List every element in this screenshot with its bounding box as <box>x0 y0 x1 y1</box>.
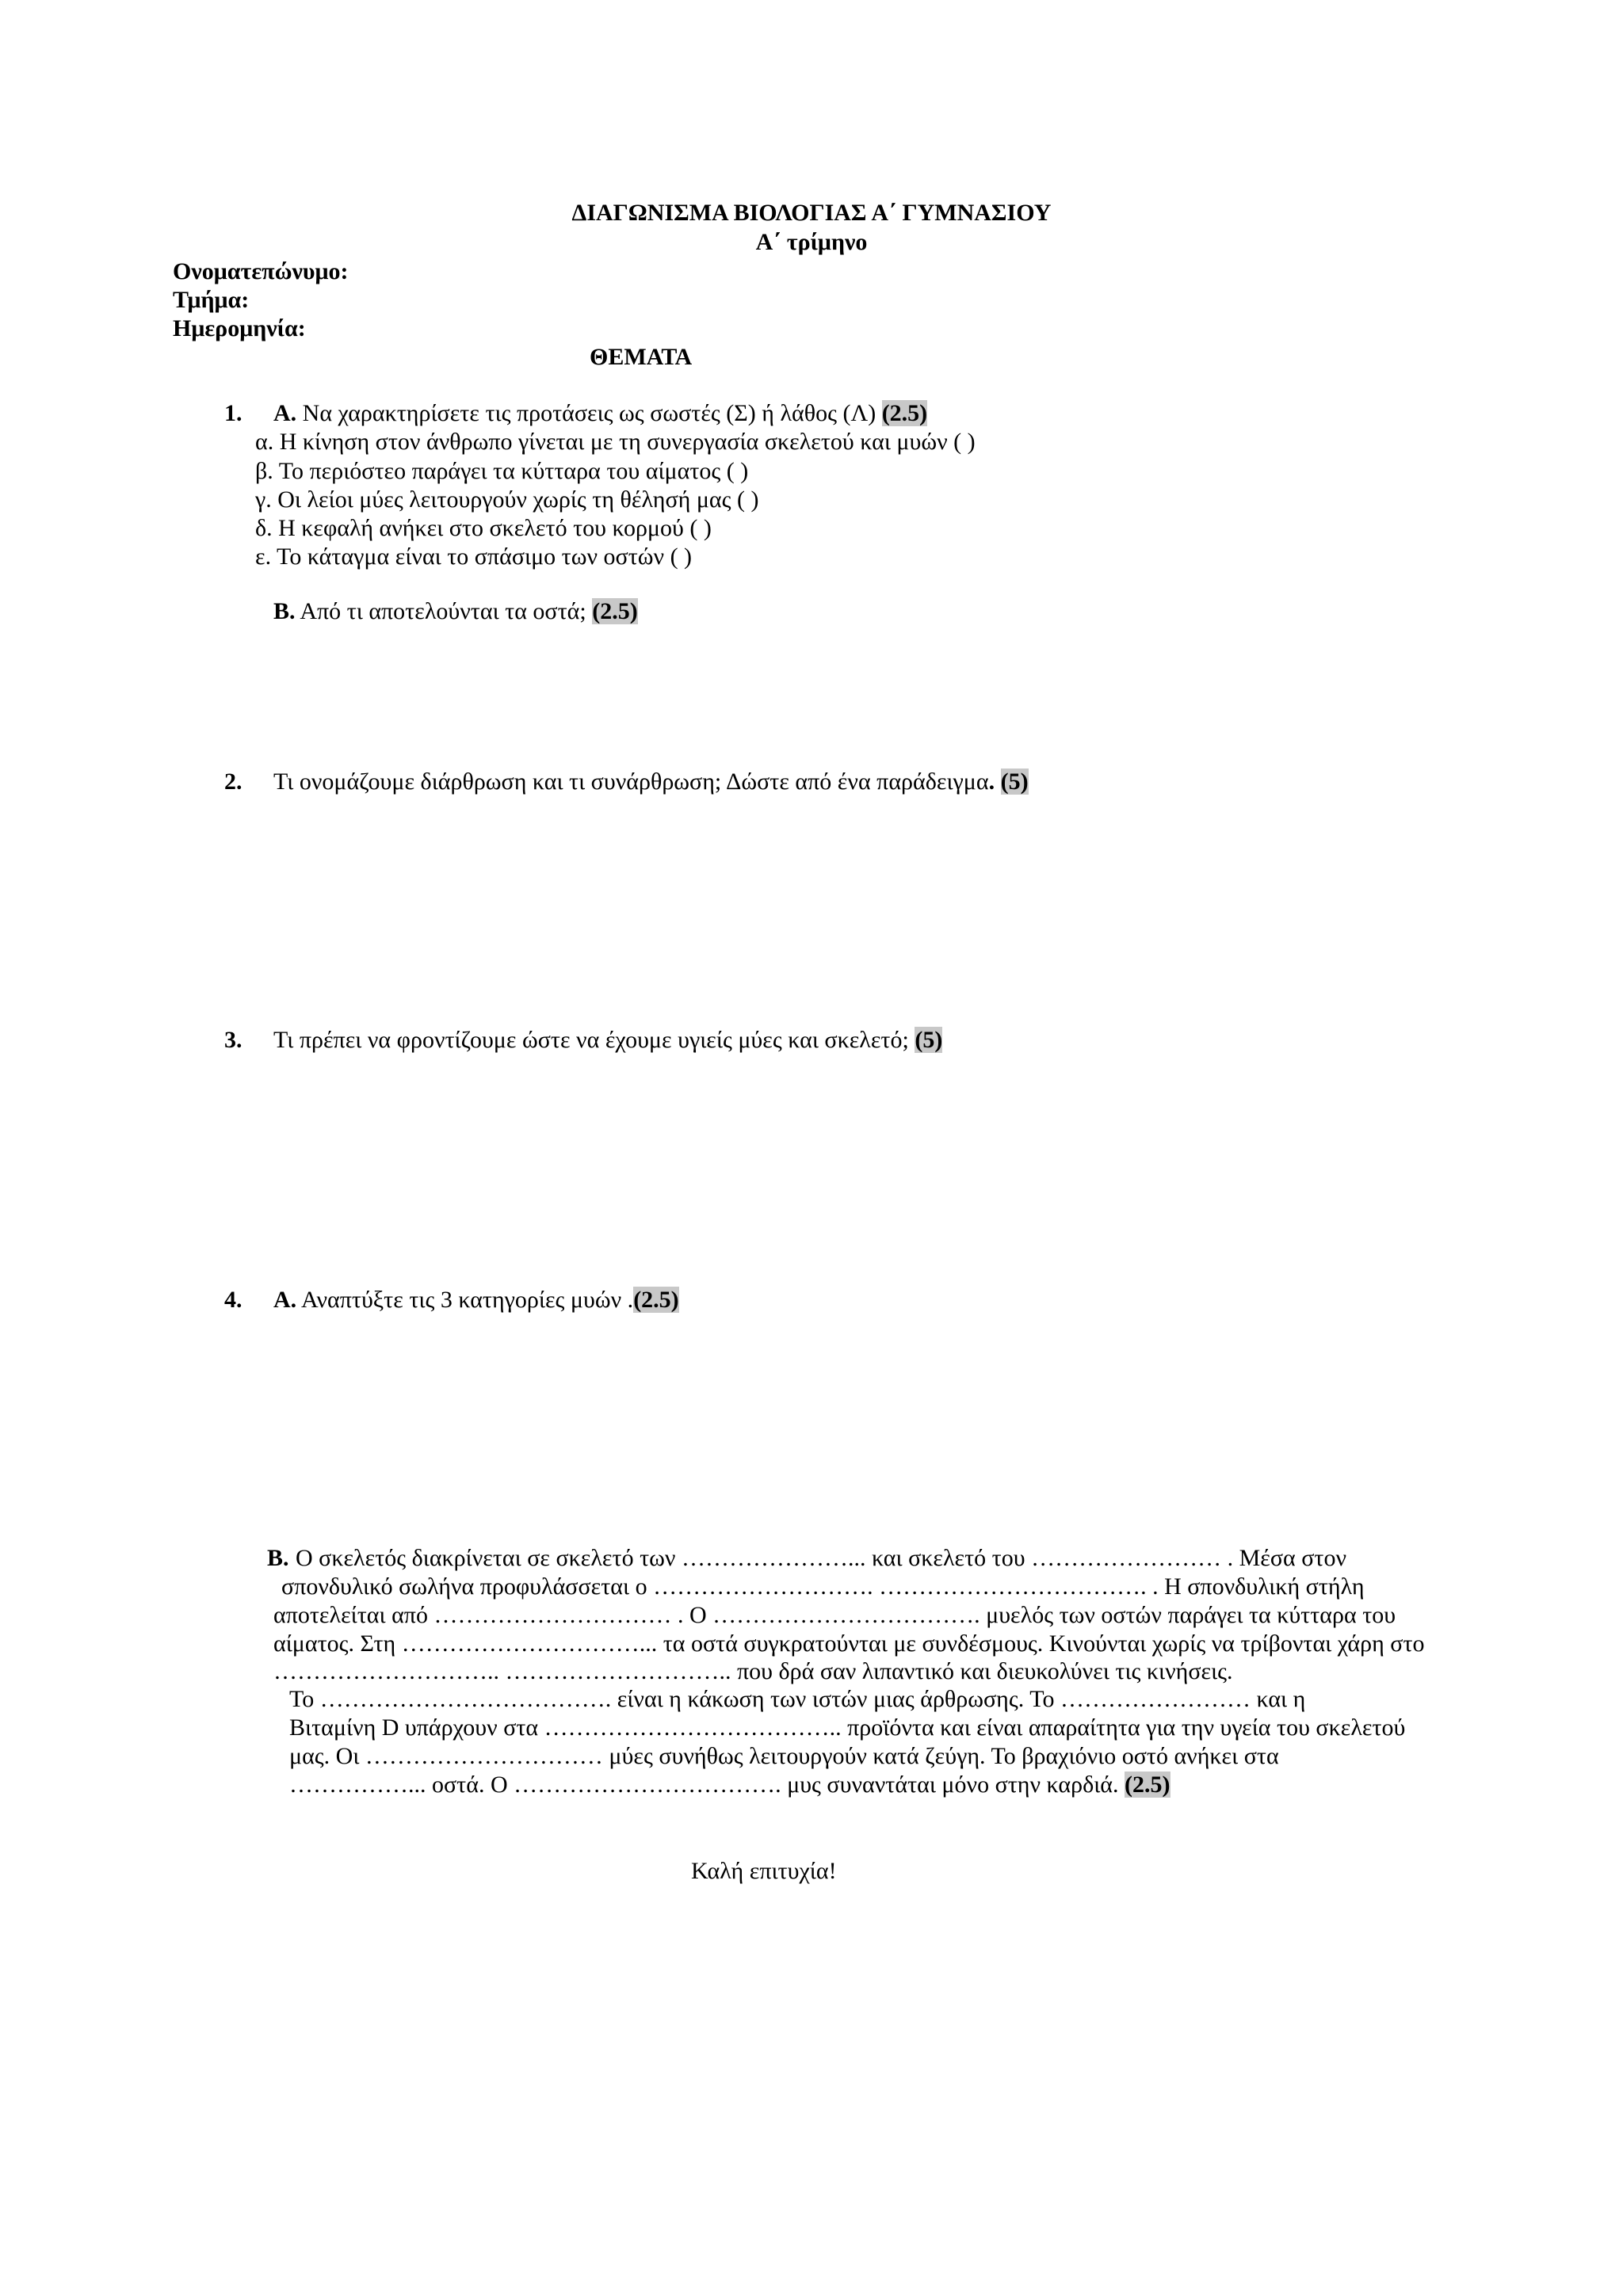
q3-question <box>273 1025 942 1055</box>
q1-statement: δ. Η κεφαλή ανήκει στο σκελετό του κορμού ( ) <box>255 515 712 541</box>
q4-b-points: (2.5) <box>1125 1772 1170 1798</box>
closing-wish: Καλή επιτυχία! <box>691 1858 837 1884</box>
class-label: Τμήμα: <box>173 287 250 313</box>
q4-part-b-cont <box>273 1600 1494 1685</box>
q1-b-label: Β. <box>273 598 296 624</box>
q1-part-b <box>273 597 638 626</box>
q2-question <box>273 767 1029 796</box>
date-label: Ημερομηνία: <box>173 315 306 341</box>
q4-a-points: (2.5) <box>633 1287 679 1313</box>
exam-subtitle: Α΄ τρίμηνο <box>755 229 868 255</box>
q4-b-line: Το ………………………………. είναι η κάκωση των ιστών μιας άρθρωσης. Το …………………… και η <box>289 1686 1306 1712</box>
q4-b-line: ……………………….. ……………………….. που δρά σαν λιπαντικό και διευκολύνει τις κινήσεις. <box>273 1658 1233 1684</box>
q4-b-line: αίματος. Στη …………………………... τα οστά συγκρατούνται με συνδέσμους. Κινούνται χωρίς να τρίβονται χάρη στο <box>273 1630 1425 1657</box>
q1-a-points: (2.5) <box>881 400 928 426</box>
q4-a-label: Α. <box>273 1287 297 1313</box>
q1-a-label: Α. <box>273 400 297 426</box>
q4-b-line: ……………... οστά. Ο ……………………………. μυς συναντάται μόνο στην καρδιά. <box>289 1772 1125 1798</box>
q1-part-a <box>273 399 927 428</box>
q3-points: (5) <box>915 1027 943 1053</box>
q2-text: Τι ονομάζουμε διάρθρωση και τι συνάρθρωση; Δώστε από ένα παράδειγμα <box>273 769 989 795</box>
q2-number: 2. <box>224 769 242 795</box>
q4-part-b-cont <box>281 1572 1502 1600</box>
q2-points: (5) <box>1000 769 1029 795</box>
q1-b-text: Από τι αποτελούνται τα οστά; <box>300 598 586 624</box>
q1-number: 1. <box>224 400 242 426</box>
q1-statement: γ. Οι λείοι μύες λειτουργούν χωρίς τη θέλησή μας ( ) <box>255 486 759 513</box>
q4-number: 4. <box>224 1287 242 1313</box>
q1-statement: α. Η κίνηση στον άνθρωπο γίνεται με τη συνεργασία σκελετού και μυών ( ) <box>255 429 976 455</box>
q4-part-b-last <box>289 1770 1510 1799</box>
q3-text: Τι πρέπει να φροντίζουμε ώστε να έχουμε υγιείς μύες και σκελετό; <box>273 1027 909 1053</box>
q1-b-points: (2.5) <box>592 598 638 624</box>
q4-part-b-cont <box>289 1684 1510 1713</box>
q1-statement: β. Το περιόστεο παράγει τα κύτταρα του αίματος ( ) <box>255 458 749 484</box>
q4-b-label: Β. <box>267 1545 289 1571</box>
q1-statement: ε. Το κάταγμα είναι το σπάσιμο των οστών ( ) <box>255 543 693 570</box>
q4-a-text: Αναπτύξτε τις 3 κατηγορίες μυών . <box>301 1287 634 1313</box>
q4-part-b-cont <box>289 1713 1510 1769</box>
q4-b-line: Βιταμίνη D υπάρχουν στα ……………………………….. προϊόντα και είναι απαραίτητα για την υγεία του σκελετού <box>289 1714 1406 1741</box>
exam-title: ΔΙΑΓΩΝΙΣΜΑ ΒΙΟΛΟΓΙΑΣ Α΄ ΓΥΜΝΑΣΙΟΥ <box>571 200 1052 226</box>
q2-period: . <box>988 769 995 795</box>
q4-b-line: μας. Οι ………………………… μύες συνήθως λειτουργούν κατά ζεύγη. Το βραχιόνιο οστό ανήκει στα <box>289 1742 1279 1769</box>
q4-b-line: σπονδυλικό σωλήνα προφυλάσσεται ο ………………………. ……………………………. . Η σπονδυλική στήλη <box>281 1573 1365 1600</box>
topics-heading: ΘΕΜΑΤΑ <box>590 344 693 370</box>
q1-a-text: Να χαρακτηρίσετε τις προτάσεις ως σωστές (Σ) ή λάθος (Λ) <box>302 400 876 426</box>
q4-part-b-text <box>296 1543 1516 1572</box>
q4-b-line: Ο σκελετός διακρίνεται σε σκελετό των …………………... και σκελετό του …………………… . Μέσα στον <box>296 1545 1347 1571</box>
q4-part-a <box>273 1285 679 1314</box>
q3-number: 3. <box>224 1027 242 1053</box>
name-label: Ονοματεπώνυμο: <box>173 258 349 284</box>
q4-b-line: αποτελείται από ………………………… . Ο ……………………………. μυελός των οστών παράγει τα κύτταρα του <box>273 1602 1396 1628</box>
